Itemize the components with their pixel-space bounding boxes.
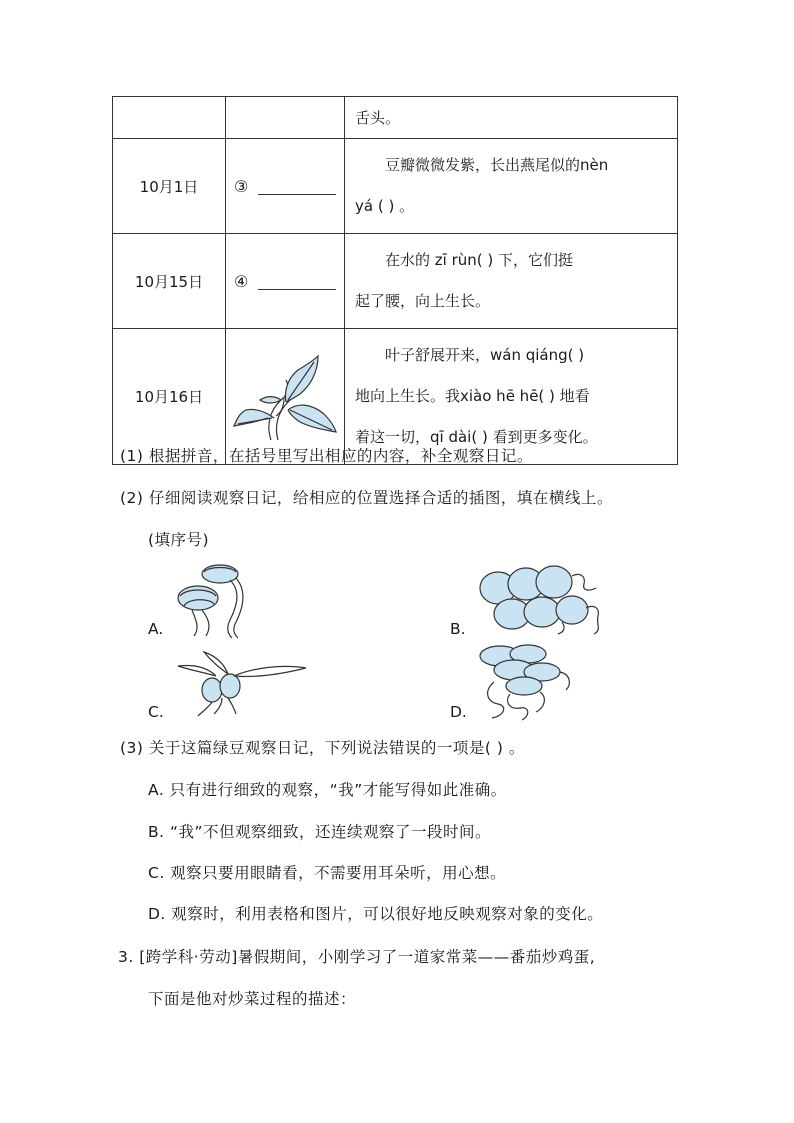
answer-blank[interactable] <box>258 178 336 195</box>
picture-cell <box>226 97 345 139</box>
answer-blank[interactable] <box>258 273 336 290</box>
option-b-label: B. <box>450 620 466 638</box>
table-row <box>113 234 678 329</box>
question-3: (3) 关于这篇绿豆观察日记，下列说法错误的一项是( ) 。 <box>120 739 525 757</box>
description-line: 豆瓣微微发紫，长出燕尾似的nèn <box>385 156 609 174</box>
bean-sprout-illustration-c <box>172 646 312 716</box>
question-3-option-d[interactable]: D. 观察时，利用表格和图片，可以很好地反映观察对象的变化。 <box>148 905 604 923</box>
picture-cell <box>226 234 345 329</box>
description-line: 在水的 zī rùn( ) 下，它们挺 <box>385 251 573 269</box>
description-line: 起了腰，向上生长。 <box>355 292 491 310</box>
marker-label: ③ <box>234 176 249 196</box>
bean-sprout-illustration-b <box>476 562 616 637</box>
option-a-label: A. <box>148 620 164 638</box>
option-d-label: D. <box>450 703 467 721</box>
seedling-leaves-illustration <box>226 340 342 450</box>
question-3-option-a[interactable]: A. 只有进行细致的观察，“我”才能写得如此准确。 <box>148 781 507 799</box>
table-row <box>113 139 678 234</box>
option-c-label: C. <box>148 703 164 721</box>
problem-3-line-2: 下面是他对炒菜过程的描述： <box>148 990 357 1008</box>
description-line: yá ( ) 。 <box>355 197 415 215</box>
description-cell <box>345 139 678 234</box>
question-2-note: (填序号) <box>148 531 210 549</box>
observation-diary-table <box>112 96 678 465</box>
date-cell: 10月15日 <box>113 234 226 329</box>
question-3-option-c[interactable]: C. 观察只要用眼睛看，不需要用耳朵听，用心想。 <box>148 864 507 882</box>
date-cell <box>113 97 226 139</box>
bean-sprout-illustration-d <box>474 642 584 722</box>
description-line: 着这一切，qī dài( ) 看到更多变化。 <box>355 428 598 446</box>
table-row <box>113 97 678 139</box>
description-line: 舌头。 <box>355 108 401 127</box>
question-2: (2) 仔细阅读观察日记，给相应的位置选择合适的插图，填在横线上。 <box>120 489 613 507</box>
bean-sprout-illustration-a <box>170 558 270 638</box>
question-3-option-b[interactable]: B. “我”不但观察细致，还连续观察了一段时间。 <box>148 823 492 841</box>
description-line: 叶子舒展开来，wán qiáng( ) <box>385 346 585 364</box>
question-1: (1) 根据拼音，在括号里写出相应的内容，补全观察日记。 <box>120 447 533 465</box>
description-cell <box>345 97 678 139</box>
description-line: 地向上生长。我xiào hē hē( ) 地看 <box>355 387 590 405</box>
picture-cell <box>226 139 345 234</box>
date-cell: 10月16日 <box>113 329 226 465</box>
date-cell: 10月1日 <box>113 139 226 234</box>
problem-3-line-1: 3. [跨学科·劳动]暑假期间，小刚学习了一道家常菜——番茄炒鸡蛋, <box>118 948 596 966</box>
description-cell <box>345 234 678 329</box>
marker-label: ④ <box>234 271 249 291</box>
